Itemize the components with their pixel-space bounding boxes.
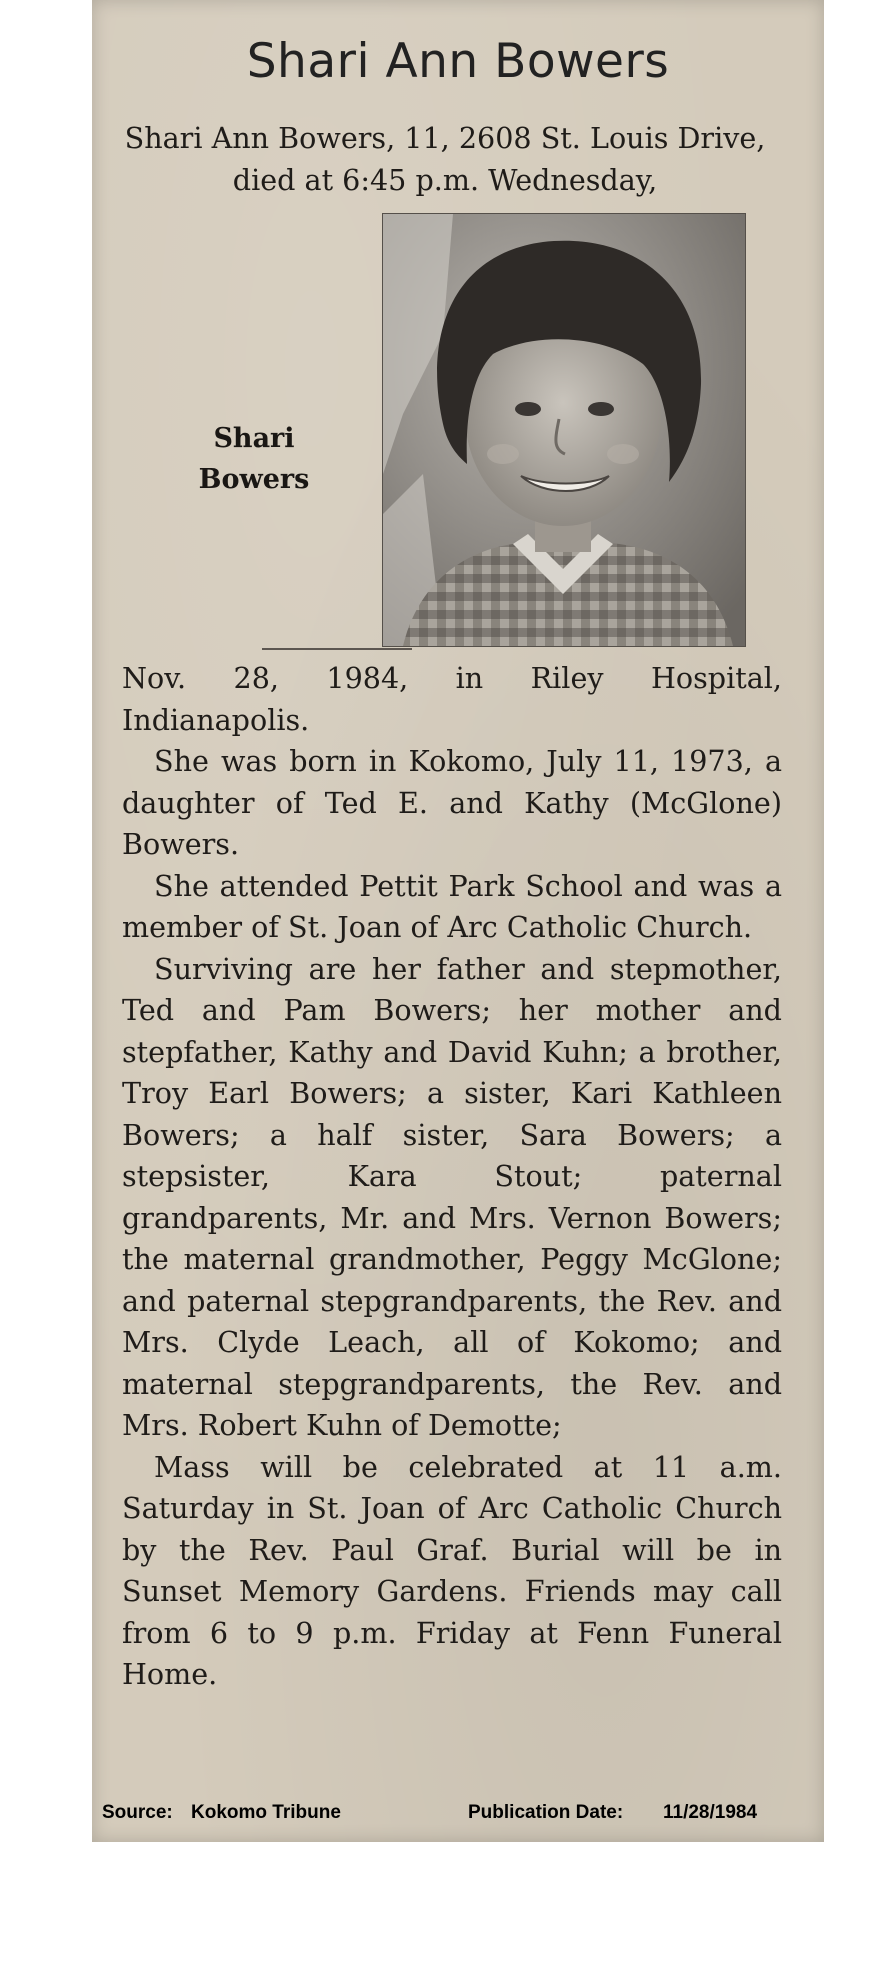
obituary-headline: Shari Ann Bowers (246, 34, 670, 89)
paragraph-services: Mass will be celebrated at 11 a.m. Saturday in St. Joan of Arc Catholic Church by the Rev. Paul Graf. Burial will be in Sunset Memory Gardens. Friends may call from 6 to 9 p.m. Friday at Fenn Funeral Home. (122, 1449, 782, 1691)
caption-line-2: Bowers (198, 464, 310, 495)
paragraph-death-place: Nov. 28, 1984, in Riley Hospital, Indianapolis. (122, 661, 782, 737)
portrait-photo (382, 213, 746, 647)
source-footer (0, 1802, 882, 1830)
paragraph-school-church: She attended Pettit Park School and was a member of St. Joan of Arc Catholic Church. (122, 868, 782, 944)
source-label: Source: (102, 1802, 173, 1823)
paragraph-survivors: Surviving are her father and stepmother, Ted and Pam Bowers; her mother and stepfather, Kathy and David Kuhn; a brother, Troy Earl Bowers; a sister, Kari Kathleen Bowers; a half sister, Sara Bowers; a stepsister, Kara Stout; paternal grandparents, Mr. and Mrs. Vernon Bowers; the maternal grandmother, Peggy McGlone; and paternal stepgrandparents, the Rev. and Mrs. Clyde Leach, all of Kokomo; and maternal stepgrandparents, the Rev. and Mrs. Robert Kuhn of Demotte; (122, 951, 782, 1442)
portrait-illustration (383, 214, 745, 646)
lead-text: Shari Ann Bowers, 11, 2608 St. Louis Drive, died at 6:45 p.m. Wednesday, (124, 121, 766, 197)
photo-caption (154, 418, 354, 500)
paragraph-birth: She was born in Kokomo, July 11, 1973, a daughter of Ted E. and Kathy (McGlone) Bowers. (122, 744, 782, 861)
publication-date-value: 11/28/1984 (663, 1802, 758, 1823)
caption-line-1: Shari (213, 423, 295, 454)
source-value: Kokomo Tribune (191, 1802, 341, 1823)
lead-paragraph (110, 118, 780, 201)
column-rule (262, 648, 412, 650)
newspaper-clipping (92, 0, 824, 1842)
obituary-body (122, 658, 782, 1696)
publication-date-label: Publication Date: (468, 1802, 624, 1823)
